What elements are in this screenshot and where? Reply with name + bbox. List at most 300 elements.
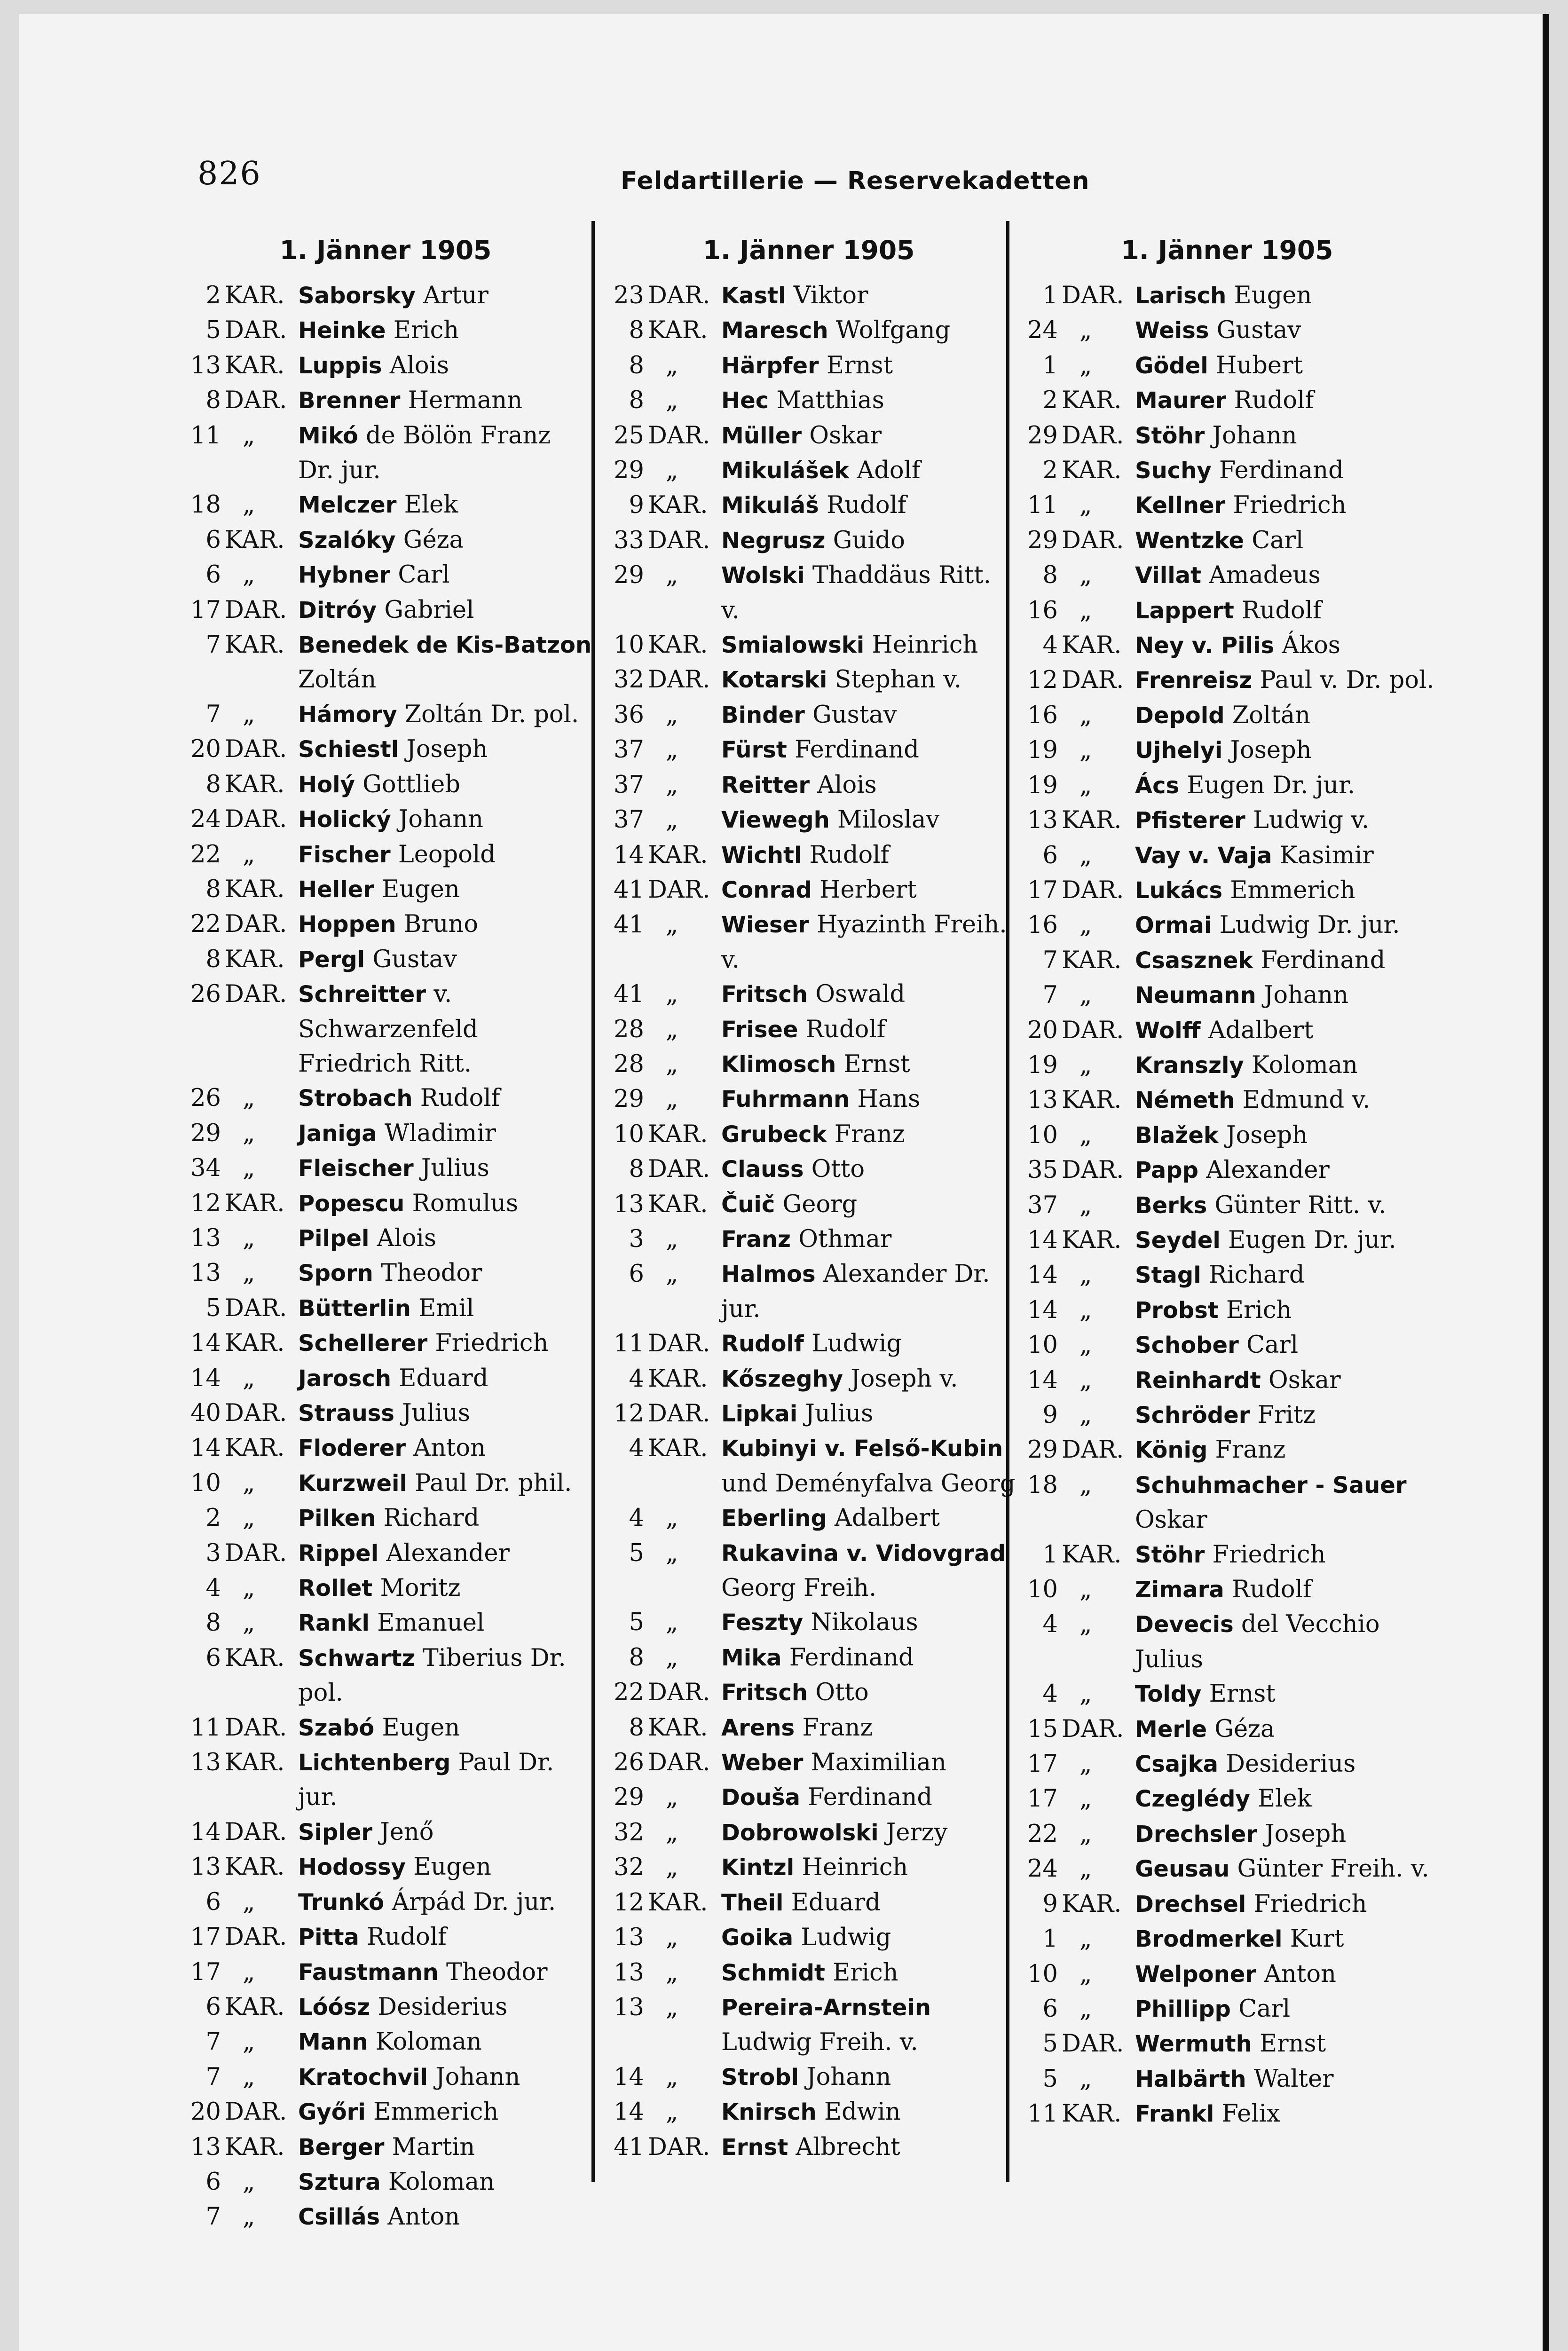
seniority-number: 13 <box>190 1224 221 1252</box>
regiment-abbrev: „ <box>1079 1121 1092 1149</box>
surname: Popescu <box>298 1190 405 1217</box>
person-name <box>718 313 1016 348</box>
list-item <box>1016 1677 1439 1712</box>
seniority-number: 20 <box>1027 1016 1058 1044</box>
given-name: Franz <box>827 1120 905 1148</box>
given-name: Eugen <box>374 1713 460 1742</box>
surname: Geusau <box>1135 1856 1230 1883</box>
person-name <box>1132 1677 1439 1712</box>
regiment-abbrev: KAR. <box>1062 1226 1122 1254</box>
person-name <box>1132 348 1439 383</box>
seniority-number: 29 <box>190 1119 221 1147</box>
person-name <box>1132 453 1439 488</box>
regiment-abbrev: DAR. <box>225 980 287 1009</box>
person-name <box>295 1711 592 1745</box>
person-name <box>1132 1957 1439 1992</box>
person-name <box>295 1081 592 1116</box>
surname: Dobrowolski <box>721 1819 879 1846</box>
list-item <box>1016 558 1439 593</box>
seniority-number: 16 <box>1027 596 1058 624</box>
regiment-abbrev: „ <box>666 1783 678 1812</box>
person-name <box>718 1920 1016 1955</box>
seniority-number: 1 <box>1042 1925 1058 1953</box>
person-name <box>1132 733 1439 768</box>
list-item <box>1016 1538 1439 1572</box>
given-name: Heinrich <box>864 631 978 659</box>
surname: Pergl <box>298 946 365 973</box>
seniority-number: 14 <box>1027 1296 1058 1324</box>
person-name <box>295 1990 592 2025</box>
person-name <box>718 488 1016 523</box>
seniority-number: 3 <box>205 1539 221 1567</box>
seniority-number: 34 <box>190 1154 221 1183</box>
surname: Strobach <box>298 1085 413 1112</box>
person-name <box>295 1606 592 1641</box>
regiment-abbrev: KAR. <box>1062 1086 1122 1114</box>
surname: Mann <box>298 2029 368 2056</box>
given-name: Ludwig Dr. jur. <box>1212 911 1400 939</box>
regiment-abbrev: KAR. <box>648 841 708 869</box>
person-name <box>1132 1817 1439 1852</box>
given-name: Ákos <box>1274 631 1340 660</box>
person-name <box>295 1466 592 1501</box>
surname: Phillipp <box>1135 1996 1231 2022</box>
regiment-abbrev: „ <box>1079 1610 1092 1639</box>
seniority-number: 11 <box>614 1330 644 1358</box>
seniority-number: 19 <box>1027 736 1058 765</box>
seniority-number: 7 <box>205 2028 221 2056</box>
surname: Berks <box>1135 1192 1207 1219</box>
seniority-number: 14 <box>614 2063 644 2091</box>
given-name: Hans <box>850 1085 921 1113</box>
list-item <box>179 2060 592 2095</box>
surname: Schuhmacher - Sauer <box>1135 1472 1407 1499</box>
surname: Smialowski <box>721 632 865 659</box>
person-name <box>718 1257 1016 1326</box>
seniority-number: 2 <box>205 1504 221 1532</box>
person-name <box>1132 873 1439 908</box>
list-item <box>179 1711 592 1745</box>
surname: Douša <box>721 1784 800 1811</box>
surname: Saborsky <box>298 283 416 309</box>
regiment-abbrev: DAR. <box>225 1923 287 1951</box>
seniority-number: 12 <box>190 1189 221 1217</box>
surname: Faustmann <box>298 1959 439 1986</box>
seniority-number: 13 <box>190 1853 221 1881</box>
seniority-number: 8 <box>205 875 221 903</box>
seniority-number: 7 <box>205 2203 221 2231</box>
given-name: Elek <box>396 491 458 519</box>
given-name: Heinrich <box>794 1854 908 1882</box>
seniority-number: 13 <box>614 1190 644 1218</box>
regiment-abbrev: KAR. <box>225 2133 285 2161</box>
list-item <box>179 2095 592 2130</box>
surname: Schwartz <box>298 1645 415 1672</box>
person-name <box>718 733 1016 767</box>
list-item <box>1016 628 1439 663</box>
person-name <box>1132 1887 1439 1922</box>
surname: Pilken <box>298 1505 376 1532</box>
regiment-abbrev: DAR. <box>1062 1715 1124 1743</box>
list-item <box>602 2130 1016 2165</box>
surname: Heller <box>298 876 374 903</box>
person-name <box>718 1711 1016 1745</box>
person-name <box>718 977 1016 1012</box>
surname: Rudolf <box>721 1331 804 1357</box>
person-name <box>295 1221 592 1256</box>
given-name: Richard <box>1201 1261 1305 1289</box>
regiment-abbrev: KAR. <box>648 316 708 345</box>
regiment-abbrev: KAR. <box>1062 806 1122 835</box>
regiment-abbrev: KAR. <box>225 1853 285 1881</box>
list-item <box>179 732 592 767</box>
surname: Csasznek <box>1135 947 1253 974</box>
seniority-number: 19 <box>1027 771 1058 799</box>
seniority-number: 29 <box>614 1085 644 1113</box>
surname: Ormai <box>1135 912 1212 939</box>
seniority-number: 22 <box>614 1679 644 1707</box>
given-name: Ludwig <box>804 1330 902 1358</box>
list-item <box>602 698 1016 733</box>
list-item <box>179 1990 592 2025</box>
seniority-number: 37 <box>614 736 644 764</box>
person-name <box>295 628 592 697</box>
regiment-abbrev: „ <box>1079 1925 1092 1953</box>
regiment-abbrev: DAR. <box>1062 421 1124 450</box>
given-name: Koloman <box>368 2028 482 2056</box>
list-item <box>179 872 592 907</box>
given-name: Ferdinand <box>1253 946 1386 974</box>
seniority-number: 2 <box>1042 387 1058 415</box>
regiment-abbrev: „ <box>666 1085 678 1113</box>
surname: Villat <box>1135 562 1201 589</box>
list-item <box>602 1605 1016 1640</box>
seniority-number: 28 <box>614 1015 644 1043</box>
list-item <box>1016 1293 1439 1328</box>
surname: Rankl <box>298 1610 370 1637</box>
regiment-abbrev: KAR. <box>648 1365 708 1393</box>
surname: Weber <box>721 1750 804 1776</box>
seniority-number: 40 <box>190 1399 221 1427</box>
person-name <box>718 2130 1016 2165</box>
list-item <box>602 733 1016 767</box>
given-name: Hyazinth Freih. v. <box>721 911 1007 974</box>
regiment-abbrev: „ <box>666 771 678 799</box>
surname: Welponer <box>1135 1961 1256 1988</box>
surname: Hoppen <box>298 911 396 938</box>
given-name: Romulus <box>404 1189 519 1217</box>
regiment-abbrev: „ <box>666 1050 678 1078</box>
regiment-abbrev: „ <box>243 1364 255 1392</box>
given-name: Alexander <box>378 1539 510 1567</box>
regiment-abbrev: KAR. <box>648 1190 708 1218</box>
surname: Trunkó <box>298 1889 385 1916</box>
regiment-abbrev: DAR. <box>648 421 710 450</box>
regiment-abbrev: „ <box>1079 981 1092 1010</box>
list-item <box>1016 418 1439 453</box>
seniority-number: 9 <box>1042 1890 1058 1918</box>
surname: Bütterlin <box>298 1295 411 1322</box>
seniority-number: 14 <box>614 841 644 869</box>
list-item <box>179 593 592 628</box>
given-name: Carl <box>1238 1331 1299 1359</box>
seniority-number: 3 <box>629 1225 644 1253</box>
person-name <box>295 2130 592 2165</box>
person-name <box>1132 1153 1439 1188</box>
surname: Mikulášek <box>721 458 850 484</box>
given-name: Rudolf <box>1234 596 1322 624</box>
person-name <box>1132 278 1439 313</box>
person-name <box>1132 523 1439 558</box>
person-name <box>718 803 1016 837</box>
regiment-abbrev: „ <box>666 1818 678 1846</box>
seniority-number: 1 <box>1042 1540 1058 1569</box>
surname: Grubeck <box>721 1121 827 1148</box>
person-name <box>1132 2027 1439 2061</box>
seniority-number: 12 <box>614 1888 644 1917</box>
regiment-abbrev: „ <box>243 421 255 450</box>
given-name: Alois <box>810 771 877 799</box>
surname: Lipkai <box>721 1401 798 1427</box>
person-name <box>1132 1607 1439 1677</box>
person-name <box>718 1326 1016 1361</box>
surname: Schröder <box>1135 1402 1250 1428</box>
seniority-number: 22 <box>190 840 221 868</box>
given-name: Ernst <box>836 1050 910 1078</box>
surname: Heinke <box>298 317 386 344</box>
person-name <box>295 2165 592 2200</box>
surname: Gödel <box>1135 352 1208 379</box>
person-name <box>295 2200 592 2234</box>
surname: Fischer <box>298 841 391 868</box>
regiment-abbrev: „ <box>1079 1855 1092 1883</box>
list-item <box>602 453 1016 488</box>
surname: Devecis <box>1135 1611 1234 1638</box>
regiment-abbrev: KAR. <box>1062 1540 1122 1569</box>
list-item <box>602 977 1016 1012</box>
list-item <box>602 1012 1016 1047</box>
person-name <box>718 383 1016 418</box>
surname: Viewegh <box>721 807 830 834</box>
given-name: Alois <box>382 351 449 379</box>
list-item <box>1016 1712 1439 1747</box>
seniority-number: 22 <box>1027 1820 1058 1848</box>
list-item <box>179 1466 592 1501</box>
regiment-abbrev: „ <box>1079 1680 1092 1708</box>
seniority-number: 11 <box>190 421 221 450</box>
seniority-number: 12 <box>614 1400 644 1428</box>
seniority-number: 17 <box>1027 876 1058 904</box>
seniority-number: 17 <box>190 596 221 624</box>
person-name <box>718 1886 1016 1920</box>
given-name: Rudolf <box>802 841 890 869</box>
list-item <box>179 977 592 1081</box>
regiment-abbrev: „ <box>243 1888 255 1916</box>
person-name <box>295 1431 592 1466</box>
regiment-abbrev: KAR. <box>225 351 285 379</box>
seniority-number: 14 <box>190 1364 221 1392</box>
seniority-number: 6 <box>205 2168 221 2196</box>
surname: Reinhardt <box>1135 1367 1261 1394</box>
surname: Ney v. Pilis <box>1135 632 1275 659</box>
entry-list <box>1016 278 1439 2132</box>
surname: Wichtl <box>721 842 802 868</box>
seniority-number: 14 <box>190 1329 221 1357</box>
surname: Stöhr <box>1135 1541 1205 1568</box>
given-name: Theodor <box>373 1259 482 1287</box>
seniority-number: 20 <box>190 735 221 764</box>
person-name <box>718 1956 1016 1990</box>
surname: Reitter <box>721 772 810 798</box>
list-item <box>179 1291 592 1326</box>
page-title: Feldartillerie — Reservekadetten <box>621 167 1090 195</box>
regiment-abbrev: „ <box>666 1609 678 1637</box>
person-name <box>295 1361 592 1396</box>
regiment-abbrev: „ <box>1079 1820 1092 1848</box>
person-name <box>1132 1258 1439 1293</box>
surname: Schellerer <box>298 1330 428 1357</box>
regiment-abbrev: KAR. <box>225 1434 285 1462</box>
given-name: Ferdinand <box>800 1783 933 1812</box>
seniority-number: 5 <box>1042 2030 1058 2058</box>
regiment-abbrev: „ <box>243 1119 255 1147</box>
person-name <box>1132 1747 1439 1782</box>
surname: Weiss <box>1135 317 1209 344</box>
seniority-number: 37 <box>614 806 644 834</box>
regiment-abbrev: „ <box>666 1643 678 1672</box>
person-name <box>1132 1468 1439 1538</box>
surname: Kurzweil <box>298 1470 407 1497</box>
surname: Stöhr <box>1135 422 1205 449</box>
given-name: Martin <box>384 2133 475 2161</box>
person-name <box>295 523 592 558</box>
seniority-number: 8 <box>629 351 644 379</box>
given-name: Carl <box>390 561 450 589</box>
given-name: Bruno <box>396 910 479 939</box>
seniority-number: 9 <box>1042 1401 1058 1429</box>
seniority-number: 14 <box>1027 1366 1058 1394</box>
given-name: Felix <box>1214 2100 1280 2128</box>
regiment-abbrev: DAR. <box>225 805 287 834</box>
given-name: Hubert <box>1208 351 1303 379</box>
person-name <box>718 838 1016 873</box>
seniority-number: 41 <box>614 911 644 939</box>
list-item <box>602 1886 1016 1920</box>
seniority-number: 10 <box>614 631 644 659</box>
list-item <box>179 942 592 977</box>
surname: Hodossy <box>298 1854 406 1881</box>
given-name: Ludwig Freih. v. <box>721 2028 918 2057</box>
surname: Halbärth <box>1135 2066 1246 2092</box>
given-name: Johann <box>428 2063 520 2091</box>
given-name: Jerzy <box>878 1818 948 1846</box>
given-name: Stephan v. <box>827 666 962 694</box>
surname: Suchy <box>1135 458 1212 484</box>
seniority-number: 28 <box>614 1050 644 1078</box>
list-item <box>1016 2027 1439 2061</box>
person-name <box>718 628 1016 663</box>
given-name: Eugen Dr. jur. <box>1220 1226 1396 1254</box>
seniority-number: 7 <box>205 2063 221 2091</box>
given-name: Kurt <box>1282 1925 1344 1953</box>
list-item <box>179 1431 592 1466</box>
person-name <box>295 907 592 942</box>
given-name: Carl <box>1230 1995 1291 2023</box>
person-name <box>718 1187 1016 1222</box>
list-item <box>179 1745 592 1815</box>
person-name <box>1132 313 1439 348</box>
surname: Benedek de Kis-Batzon <box>298 632 592 659</box>
seniority-number: 14 <box>1027 1226 1058 1254</box>
seniority-number: 10 <box>190 1469 221 1497</box>
surname: Schober <box>1135 1332 1239 1359</box>
surname: Eberling <box>721 1505 827 1532</box>
seniority-number: 6 <box>1042 1995 1058 2023</box>
regiment-abbrev: „ <box>1079 1261 1092 1289</box>
regiment-abbrev: DAR. <box>648 1155 710 1183</box>
list-item <box>1016 978 1439 1013</box>
list-item <box>1016 453 1439 488</box>
regiment-abbrev: „ <box>666 2063 678 2091</box>
surname: Maresch <box>721 317 828 344</box>
list-item <box>602 1780 1016 1815</box>
regiment-abbrev: KAR. <box>225 1189 285 1217</box>
list-item <box>1016 1013 1439 1048</box>
seniority-number: 33 <box>614 526 644 554</box>
given-name: Eugen <box>374 875 460 903</box>
list-item <box>602 907 1016 977</box>
seniority-number: 6 <box>205 526 221 554</box>
regiment-abbrev: DAR. <box>1062 2030 1124 2058</box>
person-name <box>1132 698 1439 733</box>
seniority-number: 20 <box>190 2098 221 2126</box>
person-name <box>718 1117 1016 1152</box>
given-name: Johann <box>798 2063 891 2091</box>
seniority-number: 1 <box>1042 351 1058 379</box>
surname: Mika <box>721 1644 782 1671</box>
given-name: Ernst <box>1252 2030 1326 2058</box>
surname: Clauss <box>721 1156 804 1183</box>
list-item <box>602 383 1016 418</box>
person-name <box>1132 418 1439 453</box>
person-name <box>1132 838 1439 873</box>
seniority-number: 14 <box>190 1434 221 1462</box>
given-name: Oskar <box>1261 1366 1341 1394</box>
surname: Blažek <box>1135 1122 1219 1149</box>
list-item <box>602 1222 1016 1257</box>
given-name: Ferdinand <box>781 1643 914 1672</box>
list-item <box>602 803 1016 837</box>
seniority-number: 35 <box>1027 1156 1058 1184</box>
seniority-number: 18 <box>1027 1471 1058 1499</box>
list-item <box>179 1151 592 1186</box>
regiment-abbrev: „ <box>243 1084 255 1112</box>
given-name: Georg Freih. <box>721 1574 877 1602</box>
given-name: Oskar <box>1135 1506 1207 1534</box>
list-item <box>1016 908 1439 943</box>
given-name: Paul Dr. phil. <box>407 1469 572 1497</box>
seniority-number: 13 <box>190 1259 221 1287</box>
surname: Theil <box>721 1889 784 1916</box>
surname: Goika <box>721 1925 794 1951</box>
regiment-abbrev: DAR. <box>648 1679 710 1707</box>
regiment-abbrev: „ <box>243 1469 255 1497</box>
given-name: Kasimir <box>1272 841 1374 869</box>
surname: Hybner <box>298 562 391 589</box>
regiment-abbrev: KAR. <box>648 1888 708 1917</box>
seniority-number: 5 <box>629 1609 644 1637</box>
regiment-abbrev: „ <box>243 2203 255 2231</box>
